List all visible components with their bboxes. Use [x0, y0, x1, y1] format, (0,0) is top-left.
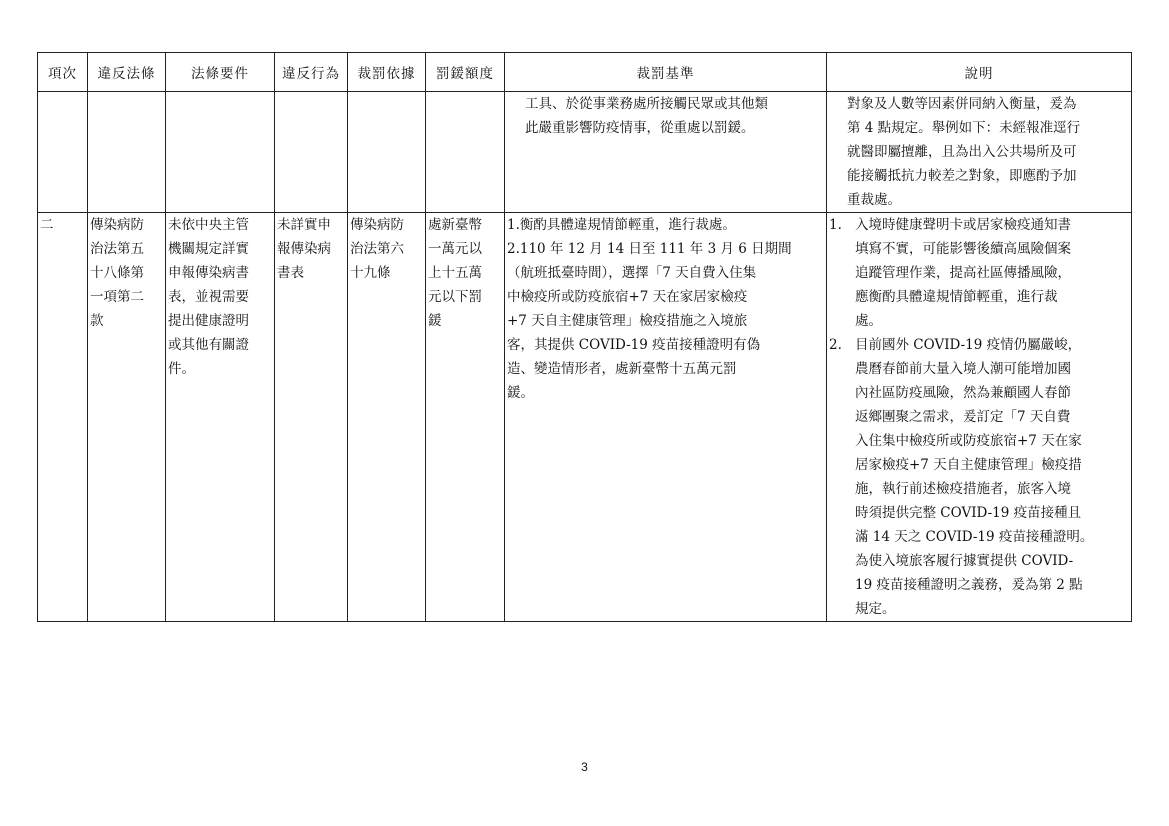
table-row	[38, 213, 1132, 622]
explanation-item-1: 1. 入境時健康聲明卡或居家檢疫通知書 填寫不實，可能影響後續高風險個案 追蹤管理作業，提高社區傳播風險， 應衡酌具體違規情節輕重，進行裁 處。	[829, 217, 1071, 329]
penalty-criteria-cell	[505, 213, 827, 622]
header-penalty-basis: 裁罰依據	[348, 53, 426, 92]
criteria-item-2: 2.110 年 12 月 14 日至 111 年 3 月 6 日期間 （航班抵臺時間），選擇「7 天自費入住集 中檢疫所或防疫旅宿+7 天在家居家檢疫 +7 天自主健康管理」檢疫措施之入境旅 客，其提供 COVID-19 疫苗接種證明有偽 造、變造情形者，處新臺幣十五萬元罰 鍰。	[507, 241, 792, 401]
header-penalty-criteria: 裁罰基準	[505, 53, 827, 92]
regulation-table	[37, 52, 1132, 622]
explanation-item-2: 2. 目前國外 COVID-19 疫情仍屬嚴峻， 農曆春節前大量入境人潮可能增加國 內社區防疫風險，然為兼顧國人春節 返鄉團聚之需求，爰訂定「7 天自費 入住集中檢疫所或防疫旅宿+7 天在家 居家檢疫+7 天自主健康管理」檢疫措 施，執行前述檢疫措施者，旅客入境 時須提供完整 COVID-19 疫苗接種且 滿 14 天之 COVID-19 疫苗接種證明。 為使入境旅客履行據實提供 COVID- 19 疫苗接種證明之義務，爰為第 2 點 規定。	[829, 337, 1094, 617]
criteria-text: 工具、於從事業務處所接觸民眾或其他類 此嚴重影響防疫情事，從重處以罰鍰。	[525, 96, 768, 136]
header-law-elements: 法條要件	[166, 53, 275, 92]
violated-law-cell: 傳染病防 治法第五 十八條第 一項第二 款	[88, 213, 166, 622]
violation-act-cell: 未詳實申 報傳染病 書表	[275, 213, 348, 622]
table-header-row	[38, 53, 1132, 92]
item-no-cell: 二	[38, 213, 88, 622]
law-elements-cell: 未依中央主管 機關規定詳實 申報傳染病書 表，並視需要 提出健康證明 或其他有關證 件。	[166, 213, 275, 622]
header-explanation: 說明	[827, 53, 1132, 92]
header-violated-law: 違反法條	[88, 53, 166, 92]
fine-amount-cell: 處新臺幣 一萬元以 上十五萬 元以下罰 鍰	[426, 213, 505, 622]
header-fine-amount: 罰鍰額度	[426, 53, 505, 92]
explanation-cell	[827, 92, 1132, 213]
criteria-item-1: 1.衡酌具體違規情節輕重，進行裁處。	[507, 217, 736, 233]
explanation-text: 對象及人數等因素併同納入衡量，爰為 第 4 點規定。舉例如下：未經報准逕行 就醫即屬擅離，且為出入公共場所及可 能接觸抵抗力較差之對象，即應酌予加 重裁處。	[847, 96, 1081, 208]
penalty-criteria-cell	[505, 92, 827, 213]
penalty-basis-cell: 傳染病防 治法第六 十九條	[348, 213, 426, 622]
explanation-cell	[827, 213, 1132, 622]
header-violation-act: 違反行為	[275, 53, 348, 92]
header-item-no: 項次	[38, 53, 88, 92]
page-number: 3	[581, 760, 588, 774]
table-row	[38, 92, 1132, 213]
